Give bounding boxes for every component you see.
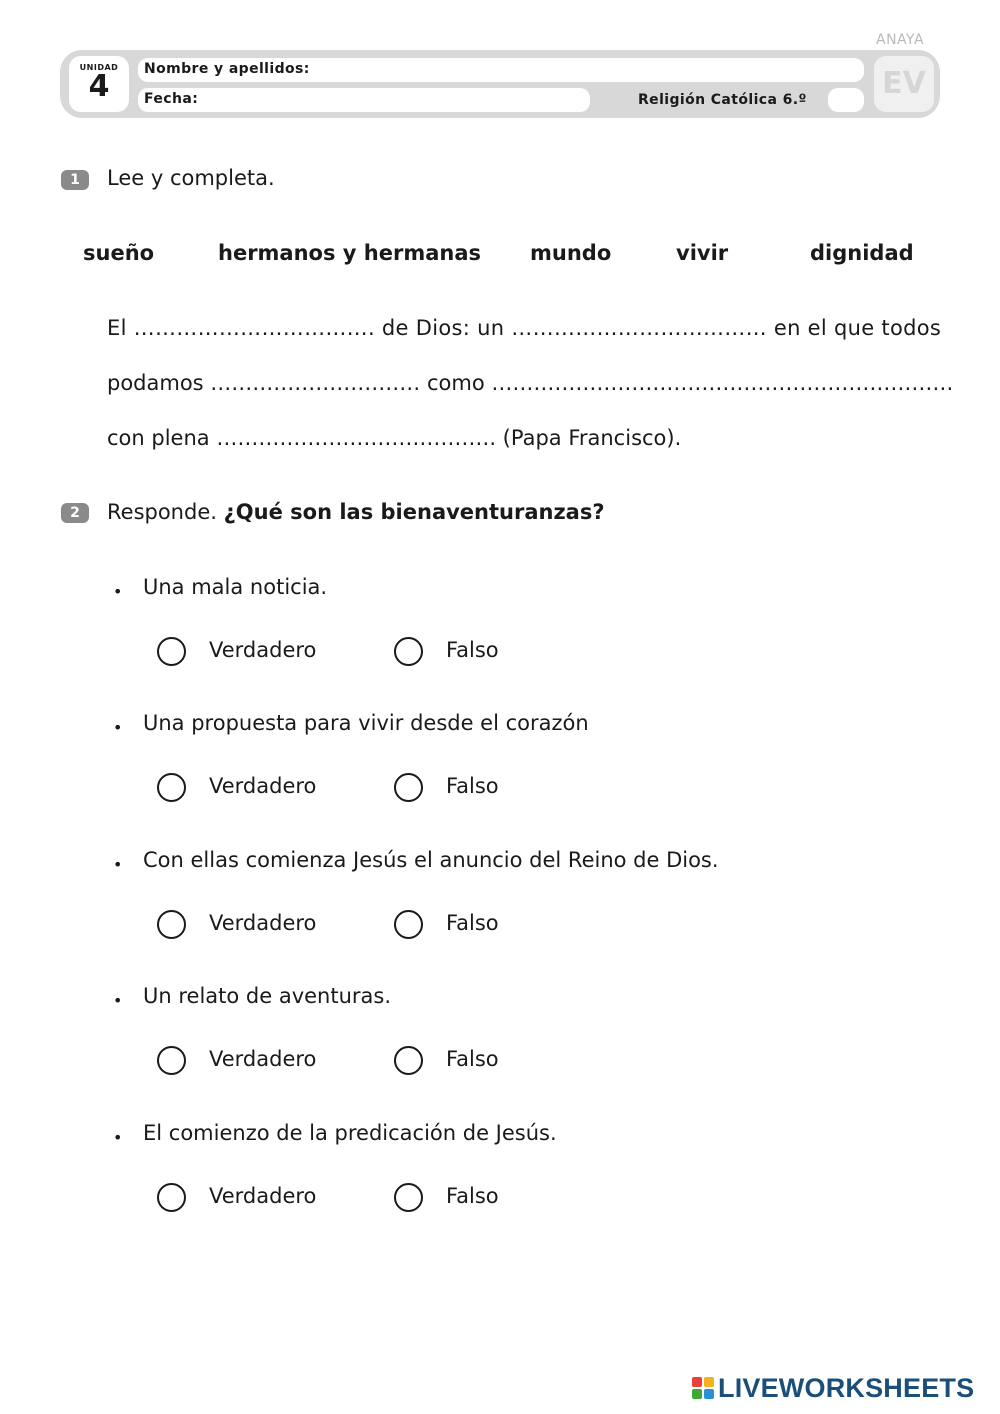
radio-circle-icon[interactable] xyxy=(157,910,186,939)
radio-circle-icon[interactable] xyxy=(394,637,423,666)
word-bank-item: sueño xyxy=(83,241,155,265)
liveworksheets-logo-icon xyxy=(692,1377,716,1401)
radio-circle-icon[interactable] xyxy=(157,637,186,666)
publisher-logo: ANAYA xyxy=(876,32,925,48)
exercise-2-question: ¿Qué son las bienaventuranzas? xyxy=(223,500,605,524)
radio-circle-icon[interactable] xyxy=(394,910,423,939)
unit-box xyxy=(69,56,129,112)
option-label: Verdadero xyxy=(209,911,317,935)
word-bank-item: dignidad xyxy=(810,241,914,265)
logo-square xyxy=(704,1377,714,1387)
radio-circle-icon[interactable] xyxy=(394,773,423,802)
word-bank-item: hermanos y hermanas xyxy=(218,241,482,265)
radio-circle-icon[interactable] xyxy=(394,1183,423,1212)
statement-text: Una mala noticia. xyxy=(143,575,328,599)
exercise-2-prompt xyxy=(107,500,605,524)
logo-square xyxy=(704,1389,714,1399)
option-label: Verdadero xyxy=(209,638,317,662)
liveworksheets-logo-text: LIVEWORKSHEETS xyxy=(718,1373,975,1403)
logo-square xyxy=(692,1377,702,1387)
fill-in-line[interactable]: El ……………………………. de Dios: un ……………………………… en el que todos xyxy=(107,316,942,340)
radio-circle-icon[interactable] xyxy=(157,1046,186,1075)
radio-circle-icon[interactable] xyxy=(157,1183,186,1212)
bullet: • xyxy=(113,855,123,874)
bullet: • xyxy=(113,718,123,737)
radio-circle-icon[interactable] xyxy=(157,773,186,802)
name-field[interactable] xyxy=(138,58,864,82)
subject-label: Religión Católica 6.º xyxy=(638,92,807,108)
unit-number: 4 xyxy=(88,69,110,104)
fill-in-line[interactable]: podamos ………………………… como ………………………………………………………… xyxy=(107,371,954,395)
logo-square xyxy=(692,1389,702,1399)
worksheet-header xyxy=(60,50,940,118)
option-label: Falso xyxy=(446,638,499,662)
unit-label: UNIDAD xyxy=(79,63,119,72)
exercise-1-instruction: Lee y completa. xyxy=(107,166,275,190)
name-label: Nombre y apellidos: xyxy=(144,61,310,77)
statement-text: El comienzo de la predicación de Jesús. xyxy=(143,1121,557,1145)
exercise-1-number: 1 xyxy=(61,170,89,190)
date-field[interactable] xyxy=(138,88,590,112)
option-label: Verdadero xyxy=(209,774,317,798)
word-bank-item: vivir xyxy=(676,241,729,265)
option-label: Falso xyxy=(446,1047,499,1071)
grade-field xyxy=(828,88,864,112)
option-label: Verdadero xyxy=(209,1184,317,1208)
statement-text: Una propuesta para vivir desde el corazón xyxy=(143,711,589,735)
word-bank-item: mundo xyxy=(530,241,612,265)
bullet: • xyxy=(113,991,123,1010)
bullet: • xyxy=(113,582,123,601)
date-label: Fecha: xyxy=(144,91,199,107)
option-label: Falso xyxy=(446,911,499,935)
bullet: • xyxy=(113,1128,123,1147)
exercise-2-instruction: Responde. xyxy=(107,500,217,524)
exercise-2-number: 2 xyxy=(61,503,89,523)
ev-badge: EV xyxy=(874,56,934,112)
radio-circle-icon[interactable] xyxy=(394,1046,423,1075)
option-label: Falso xyxy=(446,1184,499,1208)
statement-text: Un relato de aventuras. xyxy=(143,984,392,1008)
option-label: Falso xyxy=(446,774,499,798)
option-label: Verdadero xyxy=(209,1047,317,1071)
statement-text: Con ellas comienza Jesús el anuncio del Reino de Dios. xyxy=(143,848,719,872)
fill-in-line[interactable]: con plena …………………………………. (Papa Francisco). xyxy=(107,426,682,450)
